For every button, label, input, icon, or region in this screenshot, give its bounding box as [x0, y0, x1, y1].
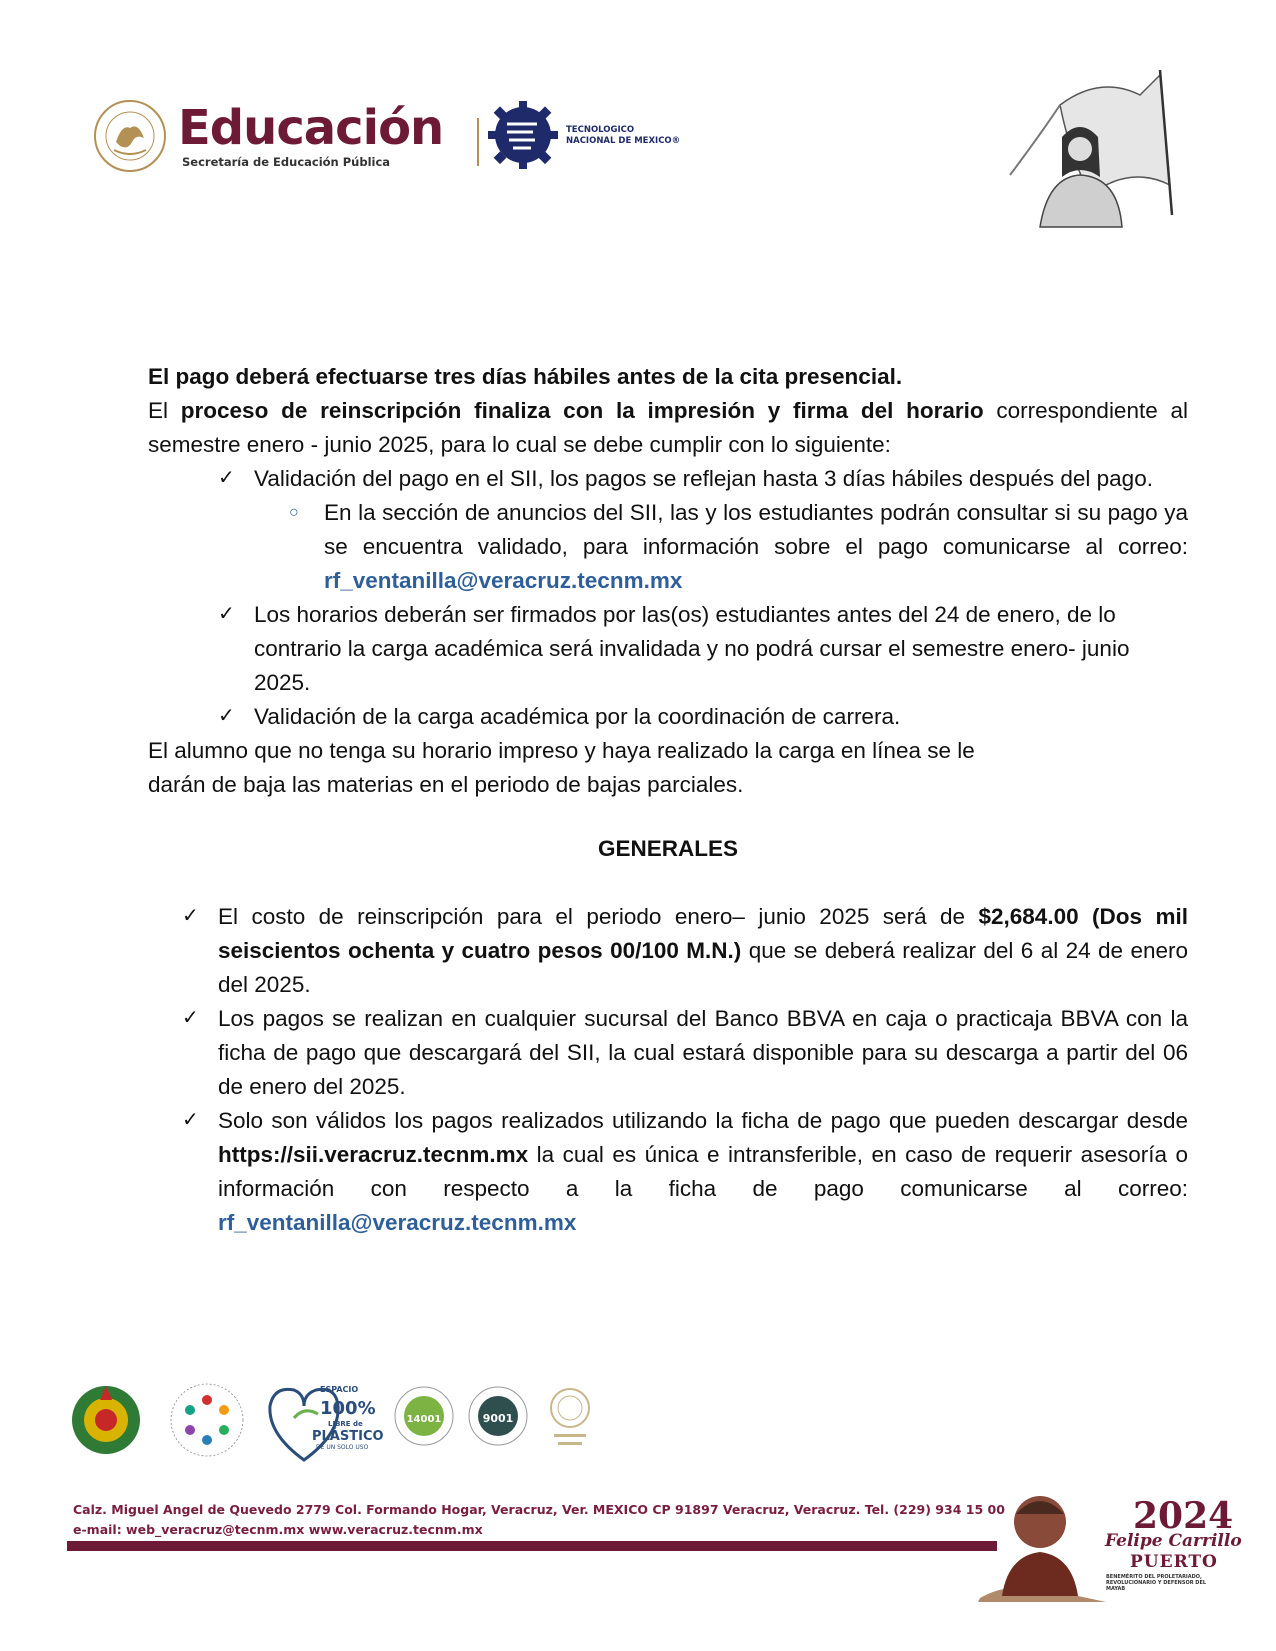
year-2024: 2024 [1133, 1495, 1234, 1537]
iso-9001-text: 9001 [482, 1412, 514, 1425]
felipe-carrillo-portrait [978, 1484, 1108, 1602]
tecnm-logo-text [566, 125, 680, 147]
felipe-carrillo-tagline: BENEMÉRITO DEL PROLETARIADO, REVOLUCIONARIO Y DEFENSOR DEL MAYAB [1106, 1574, 1207, 1592]
institute-shield-logo [66, 1380, 146, 1460]
sub-item-text: En la sección de anuncios del SII, las y los estudiantes podrán consultar si su pago ya se encuentra validado, para información sobre el pago comunicarse al correo: [324, 500, 1188, 559]
checkmark-icon: ✓ [218, 705, 235, 727]
contact-line[interactable]: e-mail: web_veracruz@tecnm.mx www.veracruz.tecnm.mx [73, 1522, 483, 1537]
equality-norm-badge [162, 1378, 252, 1462]
checkmark-icon: ✓ [182, 1109, 199, 1131]
education-logo-title: Educación [178, 100, 444, 156]
generales-item [182, 900, 1188, 1002]
header-divider [477, 118, 479, 166]
ventanilla-email-link[interactable]: rf_ventanilla@veracruz.tecnm.mx [218, 1210, 577, 1235]
tecnm-line1: TECNOLOGICO [566, 125, 635, 135]
reinscription-process-bold: proceso de reinscripción finaliza con la impresión y firma del horario [180, 398, 984, 423]
tecnm-logo-icon [487, 100, 559, 170]
drop-note-line2: darán de baja las materias en el periodo de bajas parciales. [148, 772, 744, 797]
mexico-coat-of-arms-seal [92, 98, 168, 174]
checklist-item [218, 700, 1188, 734]
generales-text: Solo son válidos los pagos realizados utilizando la ficha de pago que pueden descargar desde [218, 1108, 1188, 1133]
paragraph-start: El [148, 398, 181, 423]
iso-9001-badge [468, 1386, 528, 1446]
checkmark-icon: ✓ [182, 905, 199, 927]
certification-seal-badge [542, 1384, 598, 1450]
checklist-text: Validación de la carga académica por la coordinación de carrera. [254, 704, 901, 729]
iso-14001-badge [394, 1386, 454, 1446]
iso-14001-text: 14001 [406, 1414, 442, 1425]
footer-bar [67, 1541, 997, 1551]
sii-url-link[interactable]: https://sii.veracruz.tecnm.mx [218, 1142, 529, 1167]
ventanilla-email-link[interactable]: rf_ventanilla@veracruz.tecnm.mx [324, 568, 683, 593]
plastic-free-badge [264, 1376, 384, 1466]
address-line: Calz. Miguel Angel de Quevedo 2779 Col. Formando Hogar, Veracruz, Ver. MEXICO CP 91897 Veracruz, Veracruz. Tel. (229) 934 15 00 [73, 1502, 1005, 1517]
badge-uso-text: DE UN SOLO USO [316, 1444, 369, 1451]
footer-address [73, 1500, 1005, 1540]
document-body [148, 360, 1188, 1240]
badge-libre-text: LIBRE de [328, 1420, 363, 1428]
flag-woman-illustration [1000, 65, 1180, 227]
badge-espacio-text: ESPACIO [320, 1385, 359, 1394]
checklist-item [218, 598, 1188, 700]
checkmark-icon: ✓ [218, 467, 235, 489]
generales-text: que se deberá realizar del 6 al 24 de enero del 2025. [218, 938, 1188, 997]
checkmark-icon: ✓ [218, 603, 235, 625]
puerto-name: PUERTO [1130, 1552, 1218, 1572]
checklist-item [218, 462, 1188, 496]
checklist-text: Los horarios deberán ser firmados por las(os) estudiantes antes del 24 de enero, de lo contrario la carga académica será invalidada y no podrá cursar el semestre enero- junio 2025. [254, 602, 1130, 695]
education-logo-subtitle: Secretaría de Educación Pública [182, 155, 391, 169]
sub-item [289, 496, 1188, 598]
checkmark-icon: ✓ [182, 1007, 199, 1029]
checklist-text: Validación del pago en el SII, los pagos se reflejan hasta 3 días hábiles después del pago. [254, 466, 1153, 491]
badge-100-text: 100% [320, 1398, 376, 1419]
generales-text: El costo de reinscripción para el periodo enero– junio 2025 será de [218, 904, 979, 929]
payment-deadline-note: El pago deberá efectuarse tres días hábiles antes de la cita presencial. [148, 364, 903, 389]
felipe-carrillo-name: Felipe Carrillo [1105, 1531, 1242, 1551]
reinscription-cost: $2,684.00 (Dos mil seiscientos ochenta y cuatro pesos 00/100 M.N.) [218, 904, 1188, 963]
generales-text: la cual es única e intransferible, en caso de requerir asesoría o información con respecto a la ficha de pago comunicarse al correo: [218, 1142, 1188, 1201]
generales-item [182, 1002, 1188, 1104]
paragraph-rest: correspondiente al semestre enero - junio 2025, para lo cual se debe cumplir con lo siguiente: [148, 398, 1189, 457]
generales-heading: GENERALES [597, 836, 739, 861]
circle-bullet-icon: ○ [289, 504, 299, 521]
tecnm-line2: NACIONAL DE MEXICO® [566, 136, 681, 146]
badge-plastico-text: PLÁSTICO [312, 1429, 384, 1444]
drop-note-line1: El alumno que no tenga su horario impreso y haya realizado la carga en línea se le [148, 738, 975, 763]
generales-item [182, 1104, 1188, 1240]
generales-text: Los pagos se realizan en cualquier sucursal del Banco BBVA en caja o practicaja BBVA con la ficha de pago que descargará del SII, la cual estará disponible para su descarga a partir del 06 de enero del 2025. [218, 1006, 1188, 1099]
reinscription-paragraph [148, 394, 1188, 462]
